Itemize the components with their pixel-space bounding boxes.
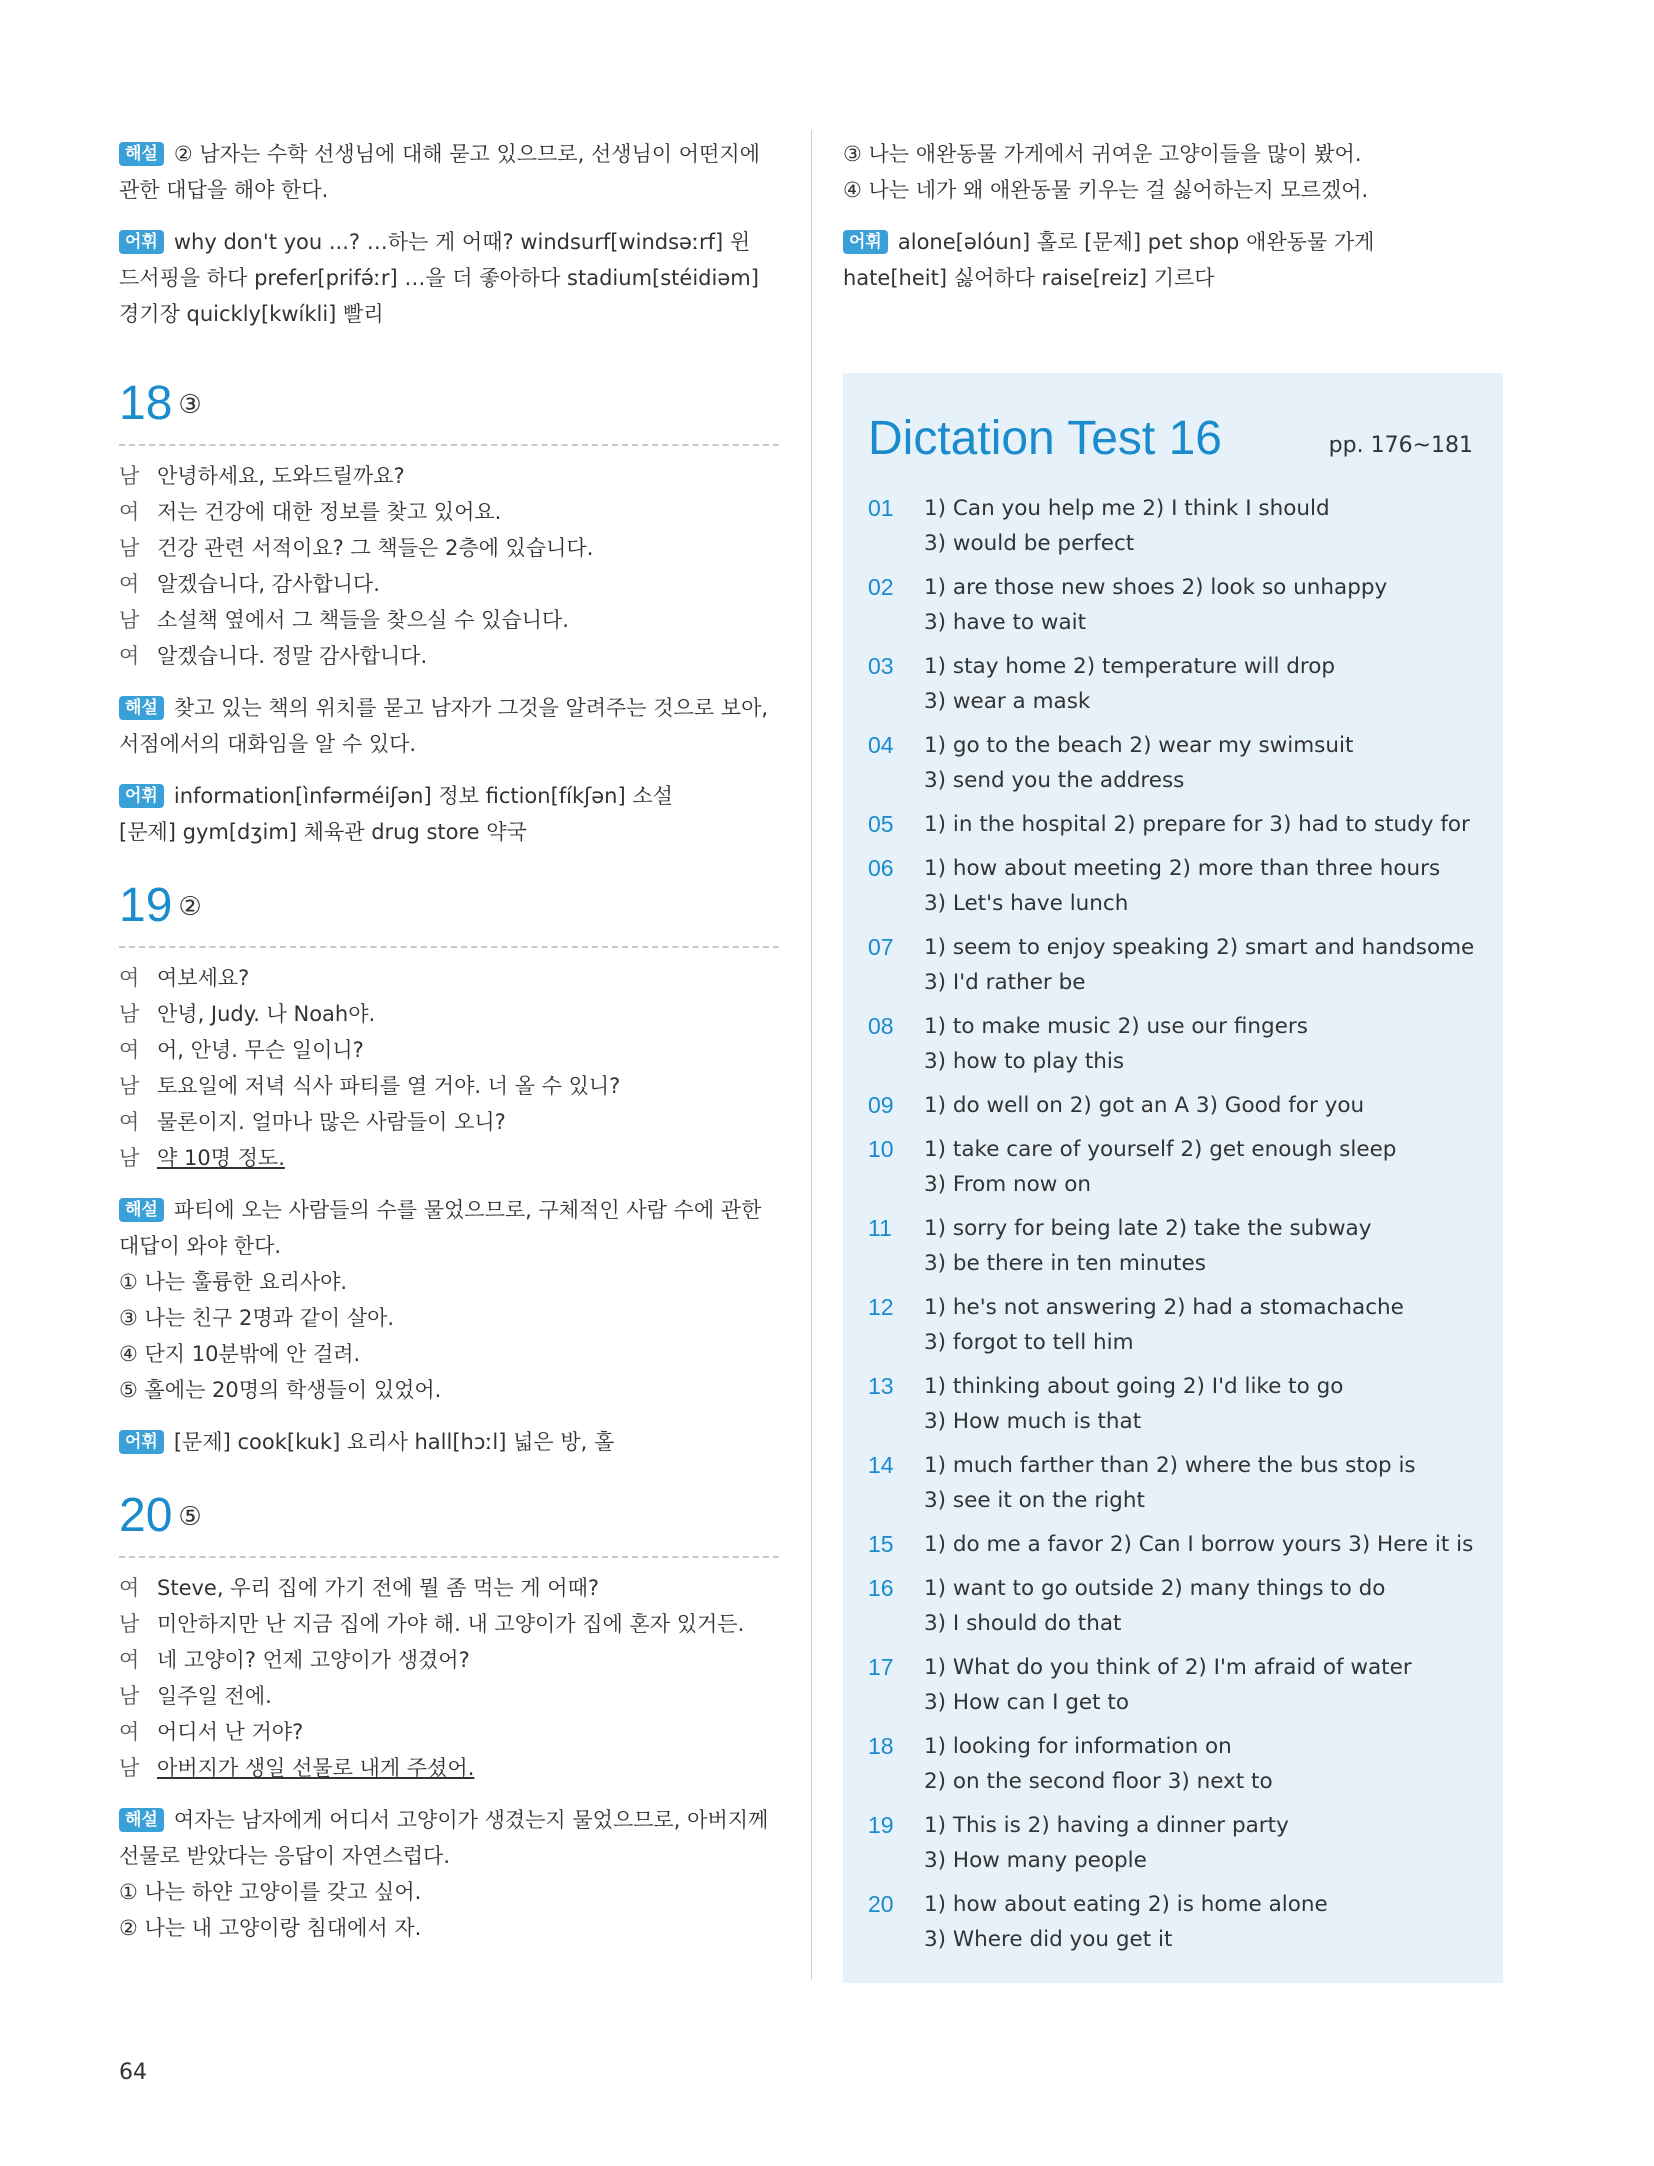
- dashed-divider: [119, 444, 779, 446]
- option-line: ④ 단지 10분밖에 안 걸려.: [119, 1342, 361, 1366]
- dictation-list: [868, 491, 1488, 1966]
- list-item: 06 1) how about meeting 2) more than three hours 3) Let's have lunch: [868, 855, 1441, 916]
- answer-underlined: 약 10명 정도.: [157, 1146, 285, 1170]
- explanation-18: 해설 찾고 있는 책의 위치를 묻고 남자가 그것을 알려주는 것으로 보아, 서점에서의 대화임을 알 수 있다.: [119, 696, 769, 756]
- list-item: 17 1) What do you think of 2) I'm afraid of water 3) How can I get to: [868, 1654, 1412, 1715]
- options-20-continued: [843, 136, 1503, 208]
- dialogue-line: 여 Steve, 우리 집에 가기 전에 뭘 좀 먹는 게 어때?: [119, 1576, 600, 1600]
- list-item: 09 1) do well on 2) got an A 3) Good for you: [868, 1092, 1365, 1118]
- dialogue-18: [119, 458, 779, 674]
- list-item: 12 1) he's not answering 2) had a stomachache 3) forgot to tell him: [868, 1294, 1404, 1355]
- eohwi-tag: 어휘: [843, 230, 888, 254]
- explanation-20: 해설 여자는 남자에게 어디서 고양이가 생겼는지 물었으므로, 아버지께 선물로 받았다는 응답이 자연스럽다. ① 나는 하얀 고양이를 갖고 싶어. ② 나는 내 고양이랑 침대에서 자.: [119, 1802, 779, 1946]
- list-item: 14 1) much farther than 2) where the bus stop is 3) see it on the right: [868, 1452, 1416, 1513]
- dialogue-line: 여 어디서 난 거야?: [119, 1720, 304, 1744]
- left-column: [119, 136, 779, 1962]
- list-item: 03 1) stay home 2) temperature will drop 3) wear a mask: [868, 653, 1336, 714]
- eohwi-tag: 어휘: [119, 1430, 164, 1454]
- option-line: ① 나는 하얀 고양이를 갖고 싶어.: [119, 1880, 422, 1904]
- answer-underlined: 아버지가 생일 선물로 내게 주셨어.: [157, 1756, 475, 1780]
- haeseol-tag: 해설: [119, 696, 164, 720]
- dialogue-line: 여 여보세요?: [119, 966, 250, 990]
- dialogue-line: 남 아버지가 생일 선물로 내게 주셨어.: [119, 1750, 779, 1786]
- list-item: 01 1) Can you help me 2) I think I should 3) would be perfect: [868, 495, 1330, 556]
- vocabulary-19: 어휘 [문제] cook[kuk] 요리사 hall[hɔːl] 넓은 방, 홀: [119, 1424, 779, 1460]
- answer-mark: ②: [178, 892, 202, 922]
- dialogue-line: 여 네 고양이? 언제 고양이가 생겼어?: [119, 1648, 470, 1672]
- list-item: 04 1) go to the beach 2) wear my swimsuit 3) send you the address: [868, 732, 1354, 793]
- list-item: 02 1) are those new shoes 2) look so unhappy 3) have to wait: [868, 574, 1388, 635]
- dictation-test-box: [843, 373, 1503, 1983]
- dialogue-line: 남 안녕, Judy. 나 Noah야.: [119, 1002, 376, 1026]
- vocabulary-20: 어휘 alone[əlóun] 홀로 [문제] pet shop 애완동물 가게 hate[heit] 싫어하다 raise[reiz] 기르다: [843, 230, 1375, 290]
- dialogue-line: 남 토요일에 저녁 식사 파티를 열 거야. 너 올 수 있니?: [119, 1074, 621, 1098]
- option-line: ③ 나는 애완동물 가게에서 귀여운 고양이들을 많이 봤어.: [843, 142, 1362, 166]
- list-item: 18 1) looking for information on 2) on the second floor 3) next to: [868, 1733, 1273, 1794]
- question-19-header: [119, 878, 779, 942]
- dictation-title: Dictation Test 16: [868, 412, 1222, 465]
- dialogue-line: 여 알겠습니다. 정말 감사합니다.: [119, 644, 428, 668]
- explanation-17: 해설 ② 남자는 수학 선생님에 대해 묻고 있으므로, 선생님이 어떤지에 관한 대답을 해야 한다.: [119, 142, 760, 202]
- question-18-header: [119, 376, 779, 440]
- question-20-header: [119, 1488, 779, 1552]
- dialogue-20: [119, 1570, 779, 1786]
- dialogue-line: 남 일주일 전에.: [119, 1684, 272, 1708]
- dialogue-line: 여 저는 건강에 대한 정보를 찾고 있어요.: [119, 500, 502, 524]
- list-item: 08 1) to make music 2) use our fingers 3) how to play this: [868, 1013, 1308, 1074]
- option-line: ④ 나는 네가 왜 애완동물 키우는 걸 싫어하는지 모르겠어.: [843, 178, 1369, 202]
- option-line: ③ 나는 친구 2명과 같이 살아.: [119, 1306, 395, 1330]
- list-item: 19 1) This is 2) having a dinner party 3) How many people: [868, 1812, 1289, 1873]
- dashed-divider: [119, 1556, 779, 1558]
- list-item: 15 1) do me a favor 2) Can I borrow yours 3) Here it is: [868, 1531, 1474, 1557]
- list-item: 05 1) in the hospital 2) prepare for 3) had to study for: [868, 811, 1470, 837]
- option-line: ② 나는 내 고양이랑 침대에서 자.: [119, 1916, 422, 1940]
- page-number: 64: [119, 2060, 147, 2085]
- dialogue-line: 남 미안하지만 난 지금 집에 가야 해. 내 고양이가 집에 혼자 있거든.: [119, 1612, 745, 1636]
- dialogue-line: 여 알겠습니다, 감사합니다.: [119, 572, 380, 596]
- list-item: 13 1) thinking about going 2) I'd like to go 3) How much is that: [868, 1373, 1344, 1434]
- option-line: ① 나는 훌륭한 요리사야.: [119, 1270, 348, 1294]
- option-line: ⑤ 홀에는 20명의 학생들이 있었어.: [119, 1378, 442, 1402]
- dialogue-19: [119, 960, 779, 1176]
- dashed-divider: [119, 946, 779, 948]
- list-item: 20 1) how about eating 2) is home alone 3) Where did you get it: [868, 1891, 1328, 1952]
- dialogue-line: 여 물론이지. 얼마나 많은 사람들이 오니?: [119, 1110, 506, 1134]
- vocabulary-17: 어휘 why don't you ...? …하는 게 어때? windsurf[windsəːrf] 윈 드서핑을 하다 prefer[prifə́ːr] …을 더 좋아하다 stadium[stéidiəm] 경기장 quickly[kwíkli] 빨리: [119, 230, 759, 326]
- dialogue-line: 남 건강 관련 서적이요? 그 책들은 2층에 있습니다.: [119, 536, 594, 560]
- explanation-19: 해설 파티에 오는 사람들의 수를 물었으므로, 구체적인 사람 수에 관한 대답이 와야 한다. ① 나는 훌륭한 요리사야. ③ 나는 친구 2명과 같이 살아. ④ 단지 10분밖에 안 걸려. ⑤ 홀에는 20명의 학생들이 있었어.: [119, 1192, 779, 1408]
- dialogue-line: 남 약 10명 정도.: [119, 1140, 779, 1176]
- dialogue-line: 남 안녕하세요, 도와드릴까요?: [119, 464, 405, 488]
- list-item: 07 1) seem to enjoy speaking 2) smart and handsome 3) I'd rather be: [868, 934, 1475, 995]
- right-column: [843, 136, 1503, 312]
- list-item: 11 1) sorry for being late 2) take the subway 3) be there in ten minutes: [868, 1215, 1372, 1276]
- eohwi-tag: 어휘: [119, 230, 164, 254]
- dialogue-line: 여 어, 안녕. 무슨 일이니?: [119, 1038, 364, 1062]
- column-divider: [811, 130, 812, 1980]
- answer-mark: ③: [178, 390, 202, 420]
- dictation-pages: pp. 176~181: [1328, 433, 1473, 458]
- question-number: 18: [119, 377, 173, 430]
- question-number: 19: [119, 879, 173, 932]
- haeseol-tag: 해설: [119, 1808, 164, 1832]
- dialogue-line: 남 소설책 옆에서 그 책들을 찾으실 수 있습니다.: [119, 608, 569, 632]
- question-number: 20: [119, 1489, 173, 1542]
- list-item: 16 1) want to go outside 2) many things to do 3) I should do that: [868, 1575, 1386, 1636]
- list-item: 10 1) take care of yourself 2) get enough sleep 3) From now on: [868, 1136, 1397, 1197]
- vocabulary-18: 어휘 information[ìnfərméiʃən] 정보 fiction[fíkʃən] 소설 [문제] gym[dʒim] 체육관 drug store 약국: [119, 784, 673, 844]
- answer-mark: ⑤: [178, 1502, 202, 1532]
- haeseol-tag: 해설: [119, 1198, 164, 1222]
- eohwi-tag: 어휘: [119, 784, 164, 808]
- haeseol-tag: 해설: [119, 142, 164, 166]
